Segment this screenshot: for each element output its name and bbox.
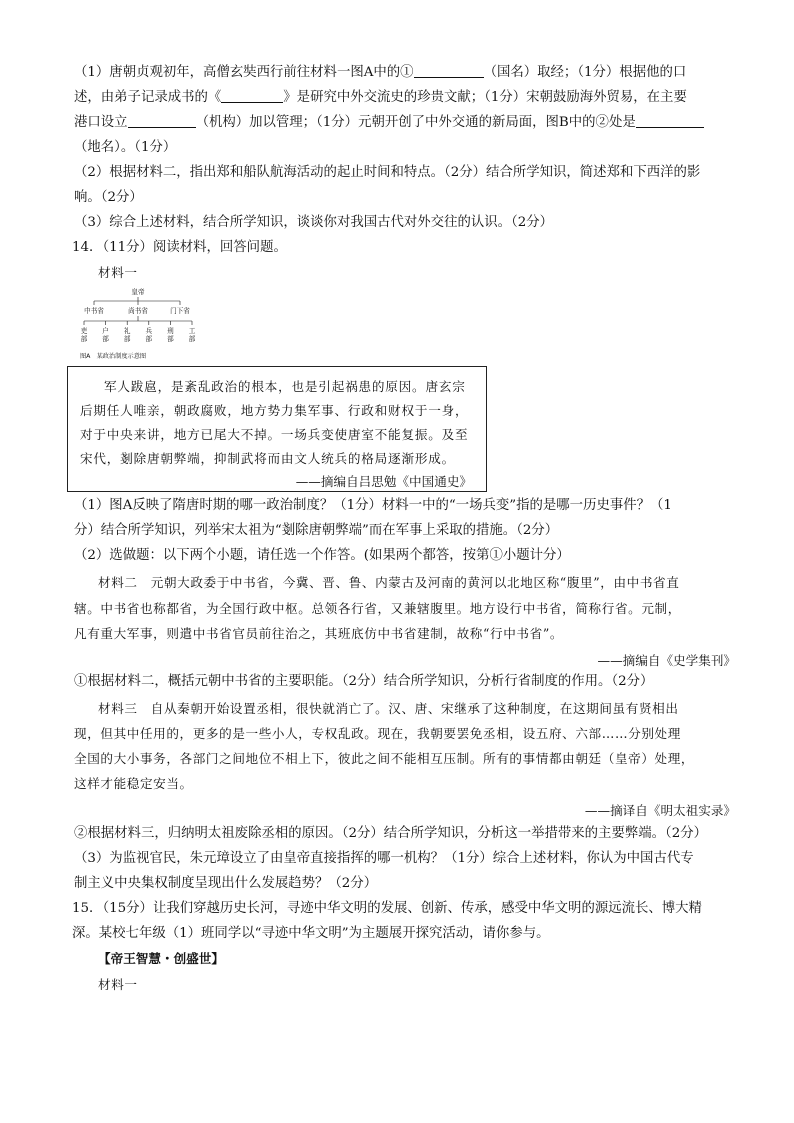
q14-title: 14．（11分）阅读材料，回答问题。	[72, 240, 287, 255]
material3-source: ——摘译自《明太祖实录》	[584, 803, 736, 818]
q13-text: （国名）取经；（1分）根据他的口	[483, 65, 687, 80]
answer-blank-agency[interactable]	[128, 114, 196, 128]
q15-line-2: 深。某校七年级（1）班同学以“寻迹中华文明”为主题展开探究活动，请你参与。	[72, 926, 550, 941]
material3-line: 现，但其中任用的，更多的是一些小人，专权乱政。现在，我朝要罢免丞相，设五府、六部……分别处理	[74, 726, 681, 741]
diagram-ministry-5: 工部	[188, 327, 196, 343]
q14-option1: ①根据材料二，概括元朝中书省的主要职能。（2分）结合所学知识，分析行省制度的作用。（2分）	[74, 674, 654, 689]
q13-text: 港口设立	[74, 115, 128, 130]
diagram-shangshu: 尚书省	[128, 307, 148, 315]
quote-line: 对于中央来讲，地方已尾大不掉。一场兵变使唐室不能复振。及至	[80, 427, 469, 442]
quote-line: 军人跋扈，是紊乱政治的根本，也是引起祸患的原因。唐玄宗	[104, 379, 466, 394]
q13-text: （1）唐朝贞观初年，高僧玄奘西行前往材料一图A中的①	[74, 65, 414, 80]
diagram-ministries	[81, 326, 196, 343]
q15-line-1: 15．（15分）让我们穿越历史长河，寻迹中华文明的发展、创新、传承，感受中华文明的源远流长、博大精	[72, 901, 702, 916]
q13-text: （机构）加以管理；（1分）元朝开创了中外交通的新局面，图B中的②处是	[195, 115, 636, 130]
answer-blank-book[interactable]	[221, 89, 283, 103]
political-system-diagram	[76, 285, 200, 363]
diagram-menxia: 门下省	[170, 307, 190, 315]
material2-line: 材料二 元朝大政委于中书省，今冀、晋、鲁、内蒙古及河南的黄河以北地区称“腹里”，由中书省直	[98, 575, 680, 590]
q13-text: 》是研究中外交流史的珍贵文献；（1分）宋朝鼓励海外贸易，在主要	[283, 90, 687, 105]
diagram-emperor: 皇帝	[131, 288, 145, 296]
q13-part2-line-1: （2）根据材料二，指出郑和船队航海活动的起止时间和特点。（2分）结合所学知识，简述郑和下西洋的影	[74, 165, 701, 180]
material3-line: 材料三 自从秦朝开始设置丞相，很快就消亡了。汉、唐、宋继承了这种制度，在这期间虽有贤相出	[98, 701, 679, 716]
q14-part1-line-2: 分）结合所学知识，列举宋太祖为“剗除唐朝弊端”而在军事上采取的措施。（2分）	[74, 523, 559, 538]
diagram-caption: 图A 某政治制度示意图	[80, 353, 147, 360]
quote-line: 后期任人唯亲，朝政腐败，地方势力集军事、行政和财权于一身，	[80, 403, 469, 418]
material2-line: 凡有重大军事，则遣中书省官员前往治之，其班底仿中书省建制，故称“行中书省”。	[74, 626, 564, 641]
q13-line-2	[74, 89, 687, 107]
material3-line: 这样才能稳定安当。	[74, 776, 193, 791]
q14-option2: ②根据材料三，归纳明太祖废除丞相的原因。（2分）结合所学知识，分析这一举措带来的主要弊端。（2分）	[74, 826, 707, 841]
q13-line-1	[74, 64, 686, 82]
diagram-ministry-1: 户部	[102, 327, 109, 343]
q14-part1-line-1: （1）图A反映了隋唐时期的哪一政治制度？（1分）材料一中的“一场兵变”指的是哪一历史事件？（1	[74, 498, 672, 513]
q14-material1-label: 材料一	[98, 265, 138, 280]
q15-material1-label: 材料一	[98, 977, 138, 992]
q14-part3-line-1: （3）为监视官民，朱元璋设立了由皇帝直接指挥的哪一机构？（1分）综合上述材料，你认为中国古代专	[74, 851, 694, 866]
material2-line: 辖。中书省也称都省，为全国行政中枢。总领各行省，又兼辖腹里。地方设行中书省，简称行省。元制，	[74, 601, 681, 616]
answer-blank-country[interactable]	[414, 64, 484, 78]
quote-line: 宋代，剗除唐朝弊端，抑制武将而由文人统兵的格局逐渐形成。	[80, 451, 456, 466]
q14-part2-instruction: （2）选做题：以下两个小题，请任选一个作答。(如果两个都答，按第①小题计分）	[74, 548, 570, 563]
q13-part3: （3）综合上述材料，结合所学知识，谈谈你对我国古代对外交往的认识。（2分）	[74, 215, 554, 230]
q13-line-3	[74, 114, 704, 132]
q15-section-heading: 【帝王智慧・创盛世】	[98, 951, 224, 966]
quote-source: ——摘编自吕思勉《中国通史》	[295, 474, 472, 489]
diagram-ministry-0: 吏部	[80, 327, 88, 343]
q13-part2-line-2: 响。（2分）	[74, 190, 143, 205]
diagram-ministry-4: 刑部	[167, 327, 174, 343]
diagram-zhongshu: 中书省	[84, 307, 104, 315]
diagram-ministry-3: 兵部	[145, 327, 153, 343]
material2-source: ——摘编自《史学集刊》	[597, 653, 736, 668]
q14-part3-line-2: 制主义中央集权制度呈现出什么发展趋势？（2分）	[74, 876, 378, 891]
diagram-ministry-2: 礼部	[123, 327, 131, 343]
q13-line-4: （地名）。（1分）	[74, 140, 177, 155]
q13-text: 述，由弟子记录成书的《	[74, 90, 222, 105]
material3-line: 全国的大小事务，各部门之间地位不相上下，彼此之间不能相互压制。所有的事情都由朝廷（皇帝）处理，	[74, 751, 695, 766]
answer-blank-place[interactable]	[636, 114, 704, 128]
material1-quote-box	[67, 366, 487, 492]
